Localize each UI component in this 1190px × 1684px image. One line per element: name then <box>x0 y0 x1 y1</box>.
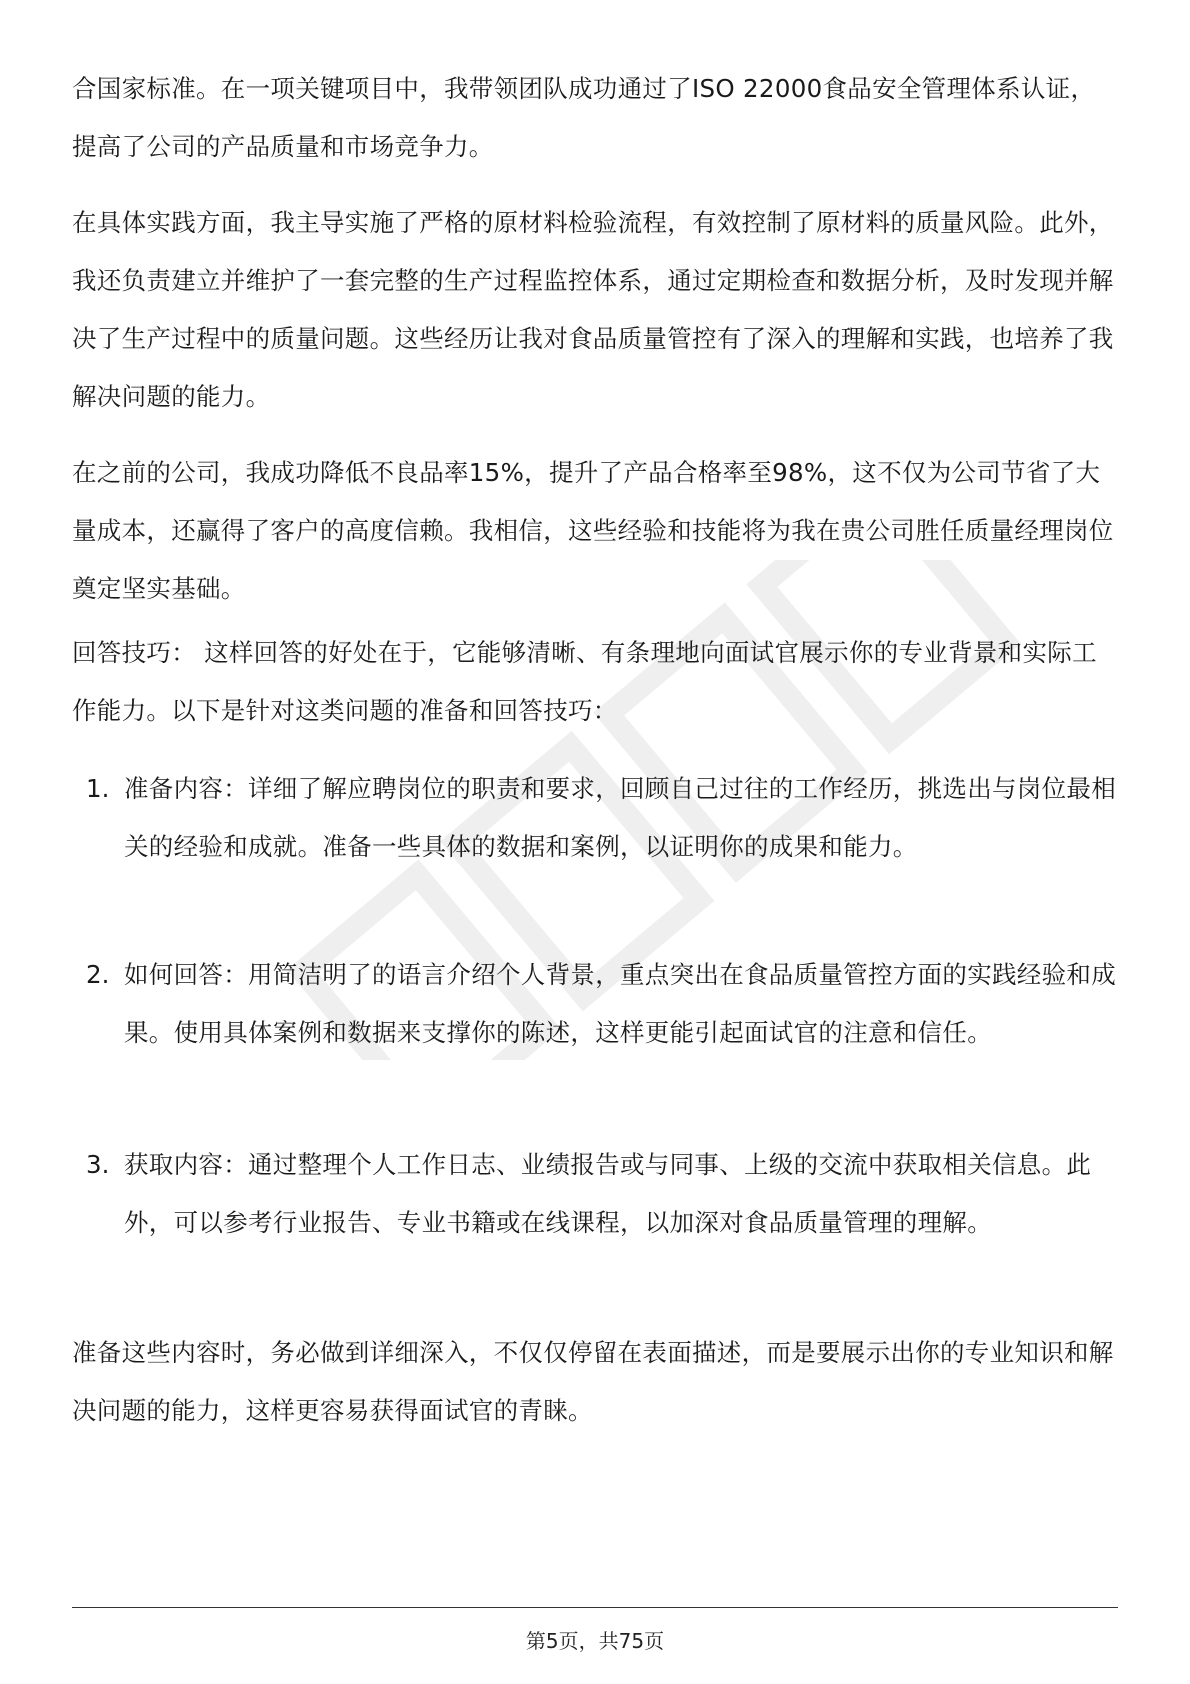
list-item-text: 准备内容：详细了解应聘岗位的职责和要求，回顾自己过往的工作经历，挑选出与岗位最相关的经验和成就。准备一些具体的数据和案例，以证明你的成果和能力。 <box>124 774 1116 861</box>
paragraph-practice: 在具体实践方面，我主导实施了严格的原材料检验流程，有效控制了原材料的质量风险。此外，我还负责建立并维护了一套完整的生产过程监控体系，通过定期检查和数据分析，及时发现并解决了生产过程中的质量问题。这些经历让我对食品质量管控有了深入的理解和实践，也培养了我解决问题的能力。 <box>72 208 1114 411</box>
list-number: 2. <box>86 960 110 989</box>
paragraph-achievements: 在之前的公司，我成功降低不良品率15%，提升了产品合格率至98%，这不仅为公司节省了大量成本，还赢得了客户的高度信赖。我相信，这些经验和技能将为我在贵公司胜任质量经理岗位奠定坚实基础。 <box>72 458 1114 603</box>
paragraph-answer-tips: 回答技巧： 这样回答的好处在于，它能够清晰、有条理地向面试官展示你的专业背景和实际工作能力。以下是针对这类问题的准备和回答技巧： <box>72 638 1097 725</box>
paragraph-iso-certification: 合国家标准。在一项关键项目中，我带领团队成功通过了ISO 22000食品安全管理体系认证，提高了公司的产品质量和市场竞争力。 <box>72 74 1096 161</box>
list-number: 1. <box>86 774 110 803</box>
list-item-text: 获取内容：通过整理个人工作日志、业绩报告或与同事、上级的交流中获取相关信息。此外，可以参考行业报告、专业书籍或在线课程，以加深对食品质量管理的理解。 <box>124 1150 1092 1237</box>
list-number: 3. <box>86 1150 110 1179</box>
footer-divider <box>72 1607 1118 1608</box>
page-number: 第5页，共75页 <box>525 1629 665 1653</box>
list-item-text: 如何回答：用简洁明了的语言介绍个人背景，重点突出在食品质量管控方面的实践经验和成果。使用具体案例和数据来支撑你的陈述，这样更能引起面试官的注意和信任。 <box>124 960 1116 1047</box>
paragraph-closing: 准备这些内容时，务必做到详细深入，不仅仅停留在表面描述，而是要展示出你的专业知识和解决问题的能力，这样更容易获得面试官的青睐。 <box>72 1338 1114 1425</box>
document-page <box>72 0 1118 1684</box>
